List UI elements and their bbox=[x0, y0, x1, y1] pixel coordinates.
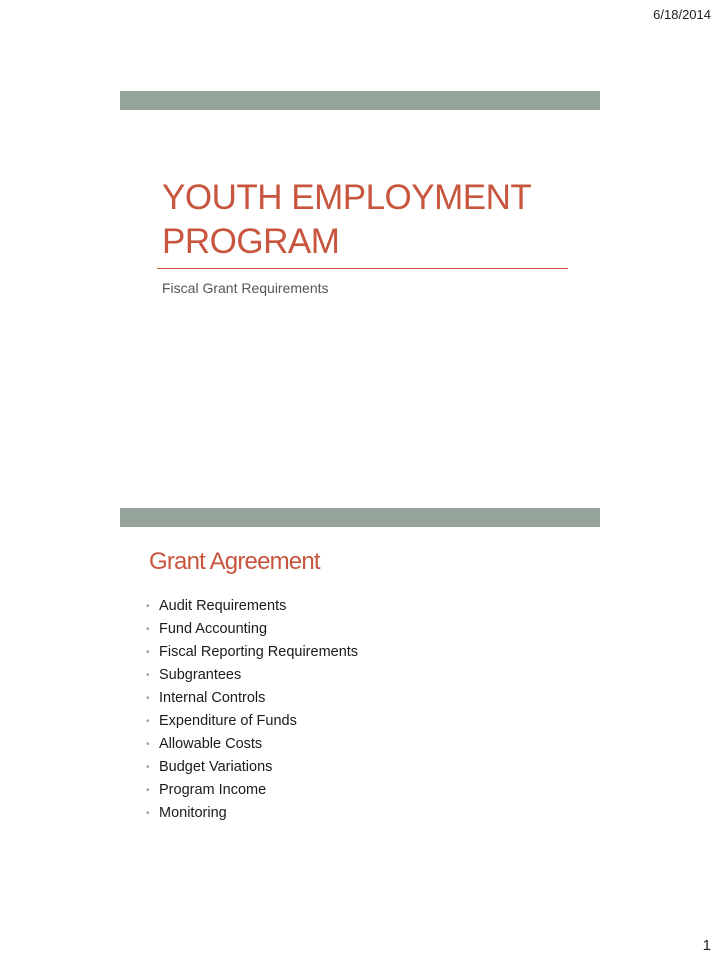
list-item bbox=[146, 802, 358, 825]
list-item bbox=[146, 779, 358, 802]
bullet-icon: • bbox=[146, 693, 150, 704]
list-item bbox=[146, 687, 358, 710]
list-item-label: Allowable Costs bbox=[159, 736, 263, 752]
list-item bbox=[146, 756, 358, 779]
bullet-icon: • bbox=[146, 739, 150, 750]
slide-1 bbox=[120, 91, 600, 451]
slide-header-bar bbox=[120, 91, 600, 110]
bullet-icon: • bbox=[146, 647, 150, 658]
page-date: 6/18/2014 bbox=[653, 7, 711, 22]
bullet-icon: • bbox=[146, 601, 150, 612]
list-item-label: Subgrantees bbox=[159, 667, 242, 683]
bullet-icon: • bbox=[146, 670, 150, 681]
list-item-label: Expenditure of Funds bbox=[159, 713, 297, 729]
bullet-icon: • bbox=[146, 624, 150, 635]
list-item bbox=[146, 595, 358, 618]
list-item bbox=[146, 710, 358, 733]
list-item-label: Audit Requirements bbox=[159, 598, 287, 614]
list-item bbox=[146, 664, 358, 687]
list-item-label: Fund Accounting bbox=[159, 621, 268, 637]
slide-2 bbox=[120, 508, 600, 868]
list-item-label: Internal Controls bbox=[159, 690, 266, 706]
list-item-label: Fiscal Reporting Requirements bbox=[159, 644, 359, 660]
list-item-label: Monitoring bbox=[159, 805, 227, 821]
list-item-label: Program Income bbox=[159, 782, 267, 798]
slide-subtitle: Fiscal Grant Requirements bbox=[162, 280, 329, 296]
list-item-label: Budget Variations bbox=[159, 759, 273, 775]
page-number: 1 bbox=[702, 937, 711, 954]
slide-title: Grant Agreement bbox=[149, 548, 320, 575]
list-item bbox=[146, 641, 358, 664]
bullet-icon: • bbox=[146, 716, 150, 727]
list-item bbox=[146, 733, 358, 756]
slide-title: YOUTH EMPLOYMENT PROGRAM bbox=[162, 178, 531, 261]
bullet-list bbox=[146, 595, 358, 825]
title-divider bbox=[157, 268, 568, 269]
list-item bbox=[146, 618, 358, 641]
slide-header-bar bbox=[120, 508, 600, 527]
bullet-icon: • bbox=[146, 785, 150, 796]
bullet-icon: • bbox=[146, 808, 150, 819]
bullet-icon: • bbox=[146, 762, 150, 773]
